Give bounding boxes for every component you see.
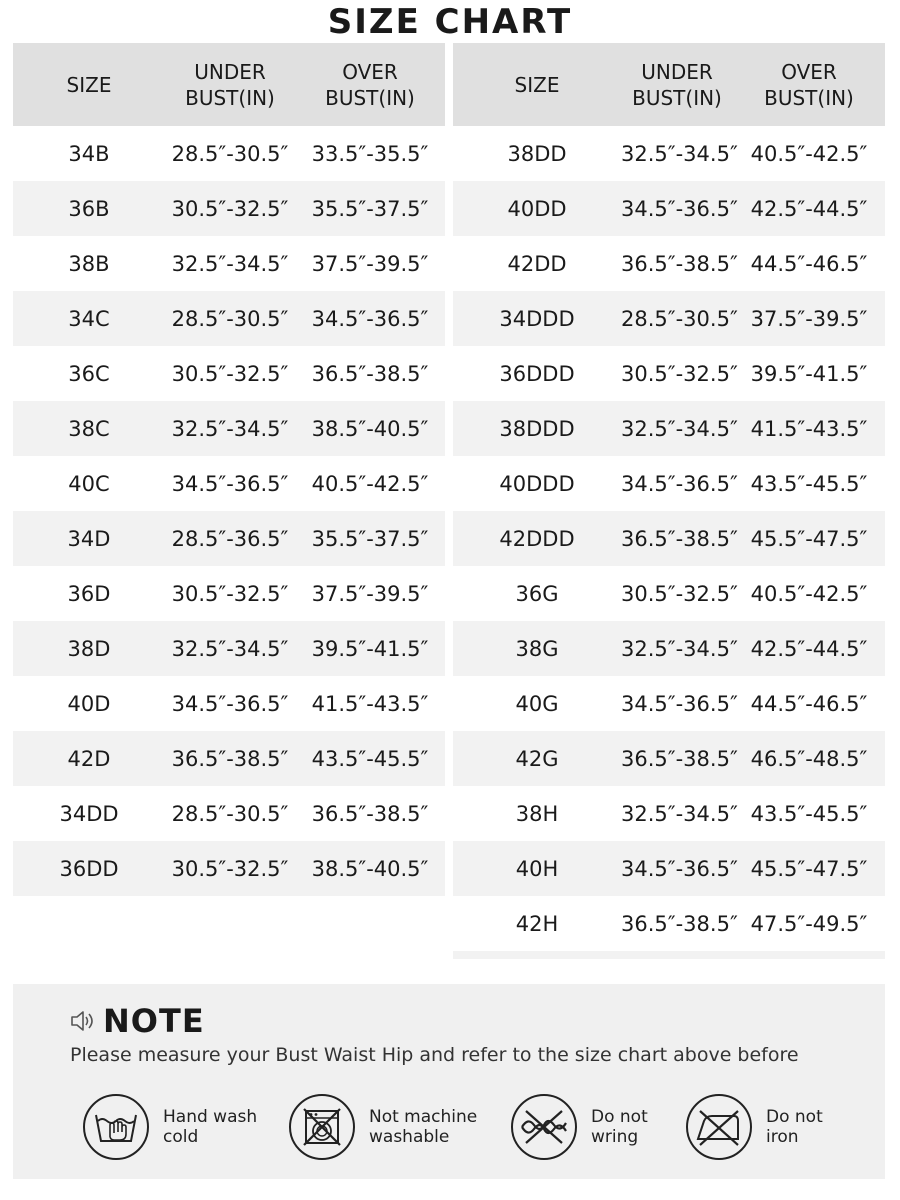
table-row [453,291,885,346]
table-row [13,676,445,731]
header-under-line2: BUST(IN) [185,85,275,110]
table-row [453,786,885,841]
no-machine-wash-icon [289,1094,355,1160]
cell-under-bust: 36.5″-38.5″ [621,251,738,276]
cell-under-bust: 36.5″-38.5″ [621,746,738,771]
cell-over-bust: 36.5″-38.5″ [311,361,429,386]
cell-size: 38DDD [499,416,575,441]
cell-under-bust: 32.5″-34.5″ [621,801,738,826]
cell-over-bust: 46.5″-48.5″ [750,746,868,771]
table-row [13,236,445,291]
cell-size: 34C [68,306,110,331]
page-title: SIZE CHART [327,2,573,42]
header-under-line1: UNDER [641,59,713,84]
cell-size: 40H [515,856,559,881]
cell-over-bust: 39.5″-41.5″ [311,636,429,661]
care-item-hand-wash [83,1094,283,1160]
cell-size: 42DD [507,251,567,276]
cell-over-bust: 44.5″-46.5″ [750,251,868,276]
cell-under-bust: 28.5″-30.5″ [171,801,289,826]
hand-wash-icon [83,1094,149,1160]
note-panel [13,984,885,1179]
cell-over-bust: 34.5″-36.5″ [311,306,429,331]
care-label-line2: washable [369,1127,450,1147]
table-row [13,291,445,346]
speaker-icon [69,1009,95,1033]
cell-under-bust: 32.5″-34.5″ [621,636,738,661]
cell-over-bust: 43.5″-45.5″ [750,801,868,826]
header-size: SIZE [66,72,112,97]
note-title: NOTE [103,1002,205,1040]
header-over-bust [295,59,445,111]
size-table-left [13,43,445,896]
cell-size: 42H [515,911,559,936]
cell-size: 36D [67,581,111,606]
table-row [453,896,885,951]
care-label-line1: Do not [766,1107,823,1127]
do-not-wring-icon [511,1094,577,1160]
header-under-bust [621,59,733,111]
size-table-right [453,43,885,959]
cell-size: 36B [68,196,110,221]
header-over-line1: OVER [781,59,837,84]
cell-under-bust: 28.5″-30.5″ [171,141,289,166]
cell-under-bust: 32.5″-34.5″ [621,416,738,441]
cell-size: 40C [68,471,110,496]
table-row [453,401,885,456]
cell-over-bust: 40.5″-42.5″ [750,141,868,166]
cell-under-bust: 30.5″-32.5″ [621,581,738,606]
cell-size: 40DDD [499,471,575,496]
table-row [453,456,885,511]
table-row [13,566,445,621]
cell-over-bust: 47.5″-49.5″ [750,911,868,936]
table-row [13,401,445,456]
cell-size: 34B [68,141,110,166]
table-body [13,126,445,896]
cell-size: 38B [68,251,110,276]
cell-size: 38D [67,636,111,661]
cell-under-bust: 28.5″-30.5″ [621,306,738,331]
cell-under-bust: 30.5″-32.5″ [171,361,289,386]
care-item-no-machine-wash [289,1094,489,1160]
table-row [13,511,445,566]
cell-over-bust: 39.5″-41.5″ [750,361,868,386]
table-row [13,456,445,511]
table-row [453,566,885,621]
do-not-iron-icon [686,1094,752,1160]
cell-under-bust: 32.5″-34.5″ [171,416,289,441]
care-item-do-not-iron [686,1094,886,1160]
table-row [13,181,445,236]
cell-under-bust: 28.5″-36.5″ [171,526,289,551]
table-row [453,126,885,181]
cell-under-bust: 32.5″-34.5″ [171,636,289,661]
table-end-stripe [453,951,885,959]
header-over-line1: OVER [342,59,398,84]
table-row [453,841,885,896]
cell-under-bust: 28.5″-30.5″ [171,306,289,331]
cell-over-bust: 33.5″-35.5″ [311,141,429,166]
cell-size: 42G [515,746,559,771]
cell-size: 42D [67,746,111,771]
header-over-bust [733,59,885,111]
cell-over-bust: 42.5″-44.5″ [750,636,868,661]
cell-size: 34DDD [499,306,575,331]
care-label-line2: iron [766,1127,799,1147]
cell-under-bust: 30.5″-32.5″ [171,581,289,606]
cell-over-bust: 45.5″-47.5″ [750,856,868,881]
cell-under-bust: 34.5″-36.5″ [621,471,738,496]
cell-over-bust: 35.5″-37.5″ [311,526,429,551]
cell-size: 42DDD [499,526,575,551]
cell-over-bust: 36.5″-38.5″ [311,801,429,826]
cell-size: 40G [515,691,559,716]
table-header [13,43,445,126]
cell-size: 40DD [507,196,567,221]
cell-under-bust: 30.5″-32.5″ [621,361,738,386]
cell-over-bust: 37.5″-39.5″ [750,306,868,331]
cell-size: 38DD [507,141,567,166]
cell-size: 34D [67,526,111,551]
cell-under-bust: 34.5″-36.5″ [171,691,289,716]
care-label [369,1107,489,1147]
cell-over-bust: 43.5″-45.5″ [750,471,868,496]
cell-over-bust: 38.5″-40.5″ [311,416,429,441]
header-under-line2: BUST(IN) [632,85,722,110]
note-text: Please measure your Bust Waist Hip and refer to the size chart above before [70,1044,799,1066]
cell-over-bust: 40.5″-42.5″ [750,581,868,606]
cell-size: 34DD [59,801,119,826]
table-row [453,621,885,676]
cell-under-bust: 30.5″-32.5″ [171,856,289,881]
cell-under-bust: 30.5″-32.5″ [171,196,289,221]
header-over-line2: BUST(IN) [764,85,854,110]
cell-under-bust: 32.5″-34.5″ [171,251,289,276]
care-label-line1: Hand wash [163,1107,258,1127]
table-row [13,621,445,676]
table-row [13,786,445,841]
table-header [453,43,885,126]
table-row [453,346,885,401]
care-label-line2: wring [591,1127,639,1147]
cell-size: 40D [67,691,111,716]
cell-over-bust: 41.5″-43.5″ [750,416,868,441]
cell-under-bust: 34.5″-36.5″ [621,691,738,716]
cell-size: 38G [515,636,559,661]
table-body [453,126,885,951]
cell-size: 36G [515,581,559,606]
cell-size: 38H [515,801,559,826]
cell-under-bust: 36.5″-38.5″ [171,746,289,771]
cell-over-bust: 44.5″-46.5″ [750,691,868,716]
cell-under-bust: 32.5″-34.5″ [621,141,738,166]
cell-over-bust: 40.5″-42.5″ [311,471,429,496]
table-row [13,841,445,896]
care-label [766,1107,886,1147]
cell-over-bust: 43.5″-45.5″ [311,746,429,771]
note-heading [69,1002,205,1040]
care-label [163,1107,283,1147]
table-row [453,731,885,786]
table-row [453,676,885,731]
cell-under-bust: 36.5″-38.5″ [621,911,738,936]
cell-under-bust: 34.5″-36.5″ [171,471,289,496]
table-row [13,731,445,786]
cell-over-bust: 41.5″-43.5″ [311,691,429,716]
care-label-line2: cold [163,1127,199,1147]
cell-over-bust: 37.5″-39.5″ [311,251,429,276]
cell-under-bust: 34.5″-36.5″ [621,856,738,881]
table-row [13,346,445,401]
cell-over-bust: 38.5″-40.5″ [311,856,429,881]
cell-under-bust: 36.5″-38.5″ [621,526,738,551]
table-row [453,181,885,236]
cell-over-bust: 35.5″-37.5″ [311,196,429,221]
cell-under-bust: 34.5″-36.5″ [621,196,738,221]
care-item-do-not-wring [511,1094,711,1160]
table-row [13,126,445,181]
cell-size: 36DD [59,856,119,881]
header-over-line2: BUST(IN) [325,85,415,110]
cell-size: 38C [68,416,110,441]
header-under-line1: UNDER [194,59,266,84]
care-label-line1: Not machine [369,1107,478,1127]
header-under-bust [165,59,295,111]
cell-over-bust: 45.5″-47.5″ [750,526,868,551]
table-row [453,236,885,291]
cell-over-bust: 37.5″-39.5″ [311,581,429,606]
cell-size: 36C [68,361,110,386]
cell-size: 36DDD [499,361,575,386]
cell-over-bust: 42.5″-44.5″ [750,196,868,221]
header-size: SIZE [514,72,560,97]
table-row [453,511,885,566]
care-label-line1: Do not [591,1107,648,1127]
